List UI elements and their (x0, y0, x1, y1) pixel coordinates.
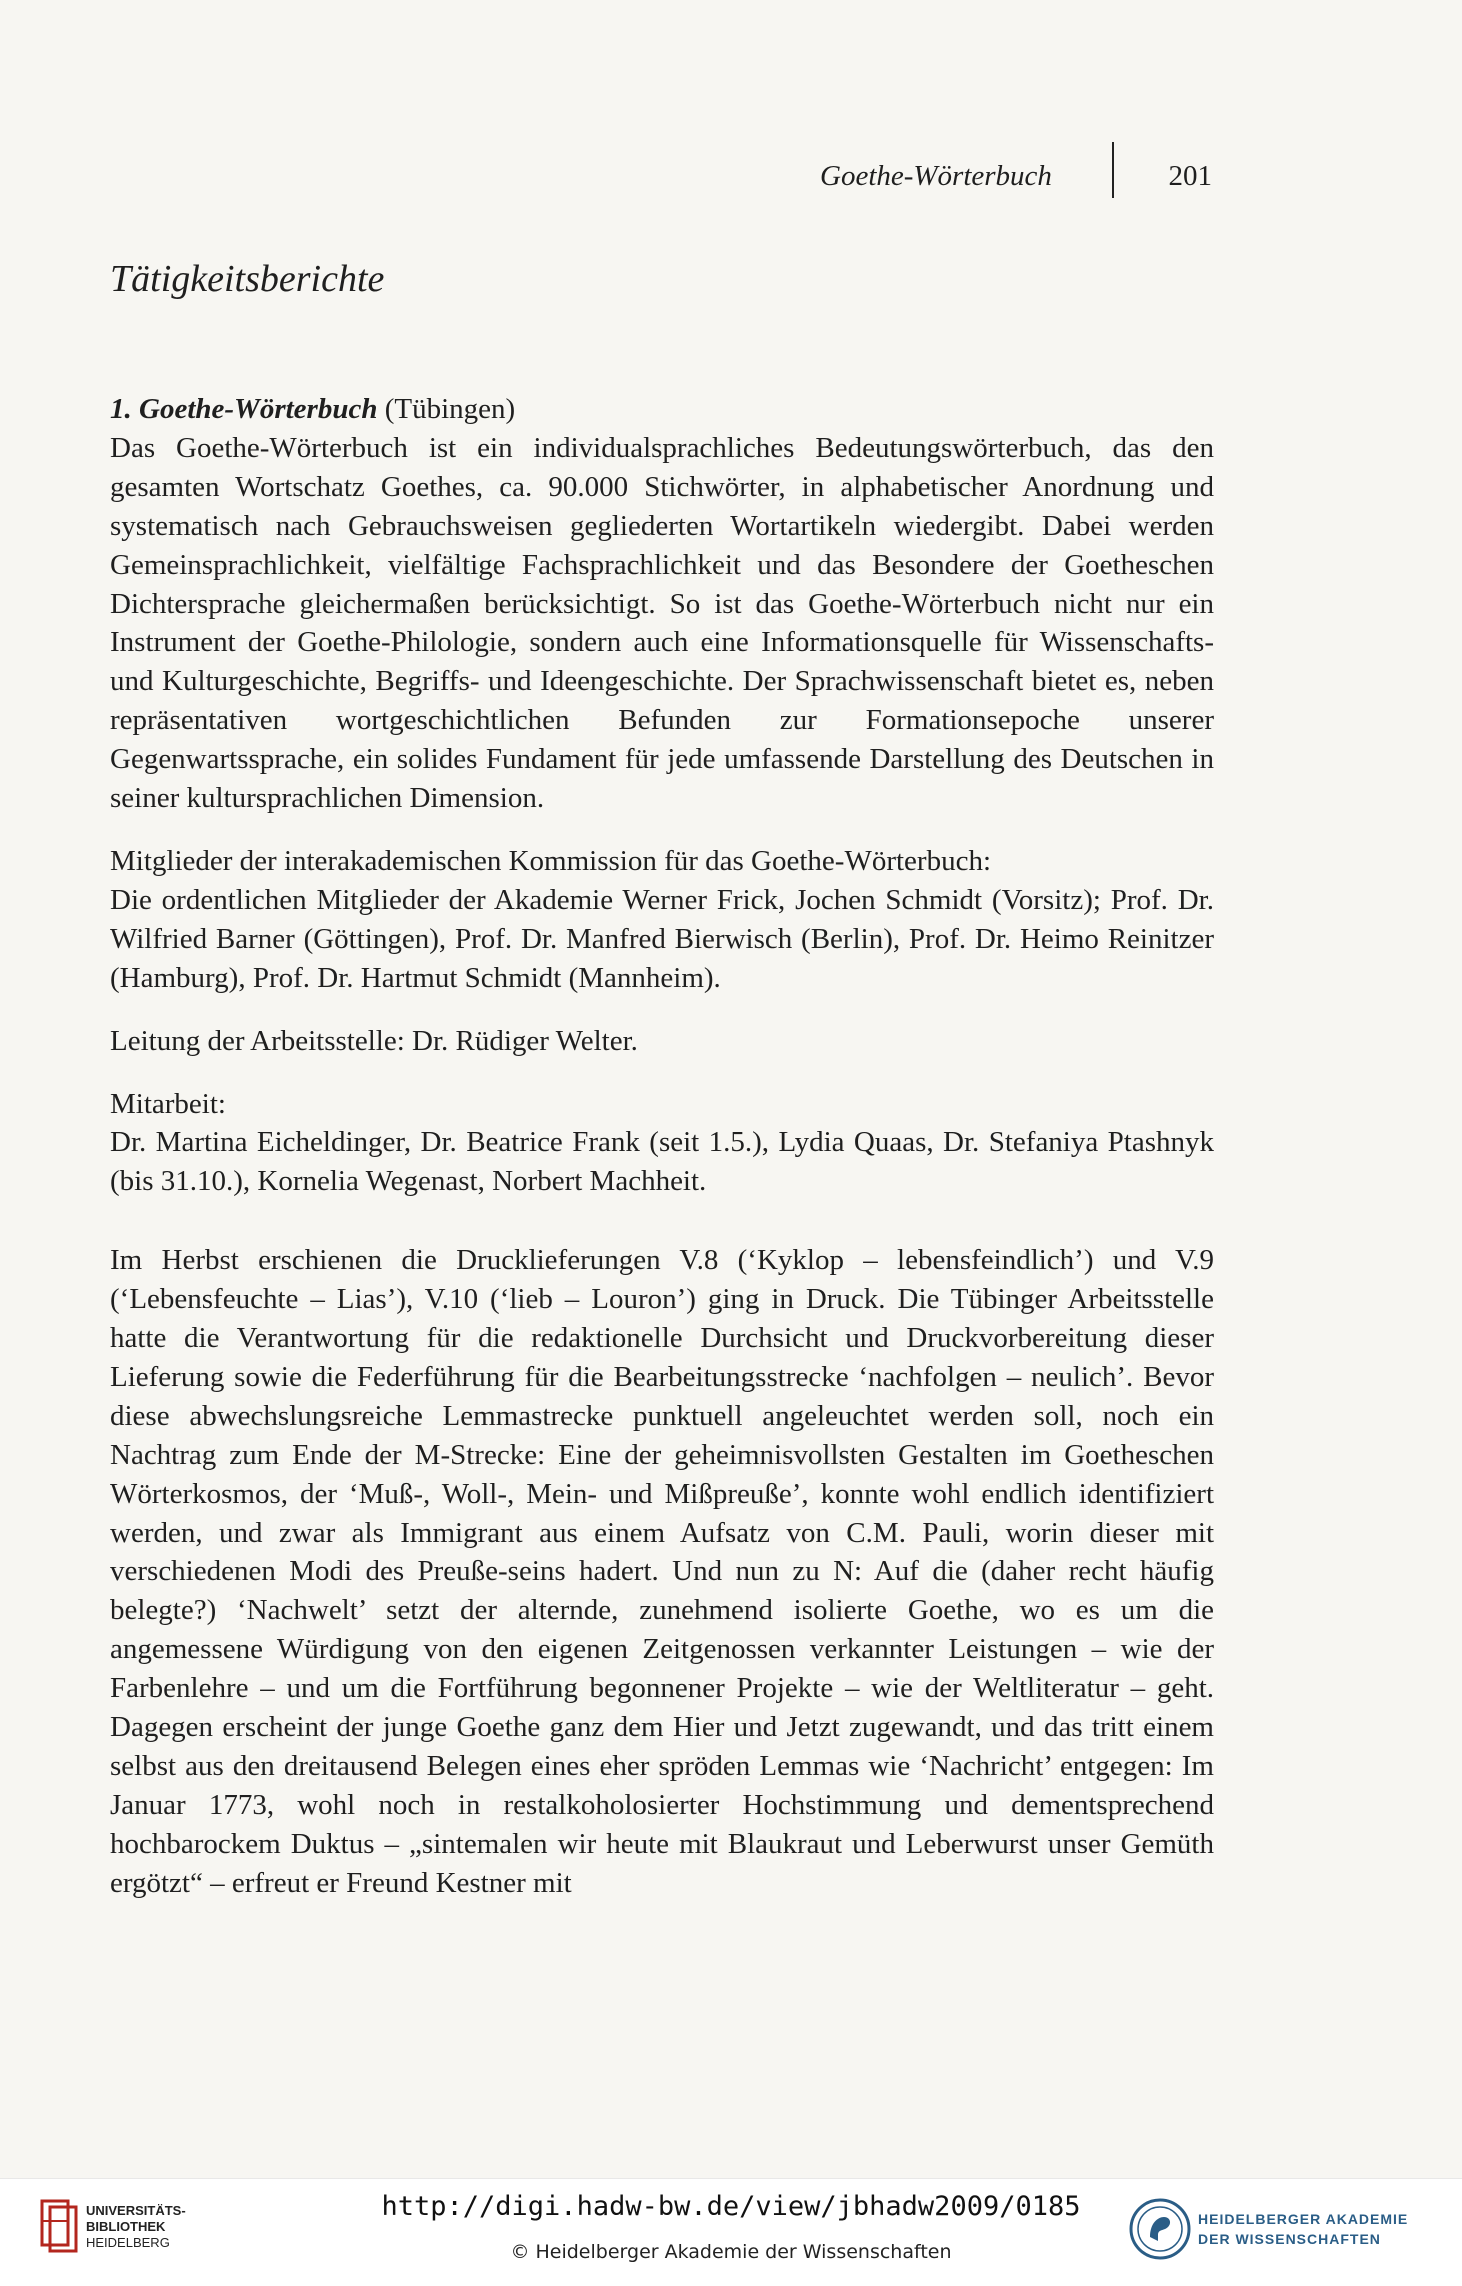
running-head-divider (1112, 142, 1114, 198)
staff-members: Dr. Martina Eicheldinger, Dr. Beatrice Frank (seit 1.5.), Lydia Quaas, Dr. Stefaniya Ptashnyk (bis 31.10.), Kornelia Wegenast, Norbert Machheit. (110, 1126, 1214, 1198)
section-title: Tätigkeitsberichte (110, 258, 385, 300)
copyright-notice: © Heidelberger Akademie der Wissenschaften (510, 2241, 952, 2263)
page-number: 201 (1168, 160, 1212, 192)
library-name-line-2: BIBLIOTHEK (86, 2219, 166, 2234)
library-name-line-3: HEIDELBERG (86, 2235, 170, 2250)
library-name-line-1: UNIVERSITÄTS- (86, 2203, 186, 2218)
running-head (820, 160, 1212, 200)
permalink-url[interactable]: http://digi.hadw-bw.de/view/jbhadw2009/0185 (381, 2191, 1081, 2222)
viewer-footer (0, 2178, 1462, 2286)
report-heading (110, 390, 1214, 429)
report-body (110, 390, 1214, 1903)
running-head-title: Goethe-Wörterbuch (820, 160, 1052, 192)
report-paragraph: Im Herbst erschienen die Drucklieferungen V.8 (‘Kyklop – lebensfeindlich’) und V.9 (‘Lebensfeuchte – Lias’), V.10 (‘lieb – Louron’) ging in Druck. Die Tübinger Arbeitsstelle hatte die Verantwortung für die redaktionelle Durchsicht und Druckvorbereitung dieser Lieferung sowie die Federführung für die Bearbeitungsstrecke ‘nachfolgen – neulich’. Bevor diese abwechslungsreiche Lemmastrecke punktuell angeleuchtet werden soll, noch ein Nachtrag zum Ende der M-Strecke: Eine der geheimnisvollsten Gestalten im Goetheschen Wörterkosmos, der ‘Muß-, Woll-, Mein- und Mißpreuße’, konnte wohl endlich identifiziert werden, und zwar als Immigrant aus einem Aufsatz von C.M. Pauli, worin dieser mit verschiedenen Modi des Preuße-seins hadert. Und nun zu N: Auf die (daher recht häufig belegte?) ‘Nachwelt’ setzt der alternde, zunehmend isolierte Goethe, wo es um die angemessene Würdigung von den eigenen Zeitgenossen verkannter Leistungen – wie der Farbenlehre – und um die Fortführung begonnener Projekte – wie der Weltliteratur – geht. Dagegen erscheint der junge Goethe ganz dem Hier und Jetzt zugewandt, und das tritt einem selbst aus den dreitausend Belegen eines eher spröden Lemmas wie ‘Nachricht’ entgegen: Im Januar 1773, wohl noch in restalkoholosierter Hochstimmung und dementsprechend hochbarockem Duktus – „sintemalen wir heute mit Blaukraut und Leberwurst unser Gemüth ergötzt“ – erfreut er Freund Kestner mit (110, 1244, 1214, 1899)
commission-heading: Mitglieder der interakademischen Kommission für das Goethe-Wörterbuch: (110, 844, 992, 877)
academy-name (1198, 2209, 1408, 2249)
academy-name-line-1: HEIDELBERGER AKADEMIE (1198, 2211, 1409, 2227)
leadership-line: Leitung der Arbeitsstelle: Dr. Rüdiger Welter. (110, 1024, 638, 1057)
intro-paragraph: Das Goethe-Wörterbuch ist ein individualsprachliches Bedeutungswörterbuch, das den gesamten Wortschatz Goethes, ca. 90.000 Stichwörter, in alphabetischer Anordnung und systematisch nach Gebrauchsweisen gegliederten Wortartikeln wiedergibt. Dabei werden Gemeinsprachlichkeit, vielfältige Fachsprachlichkeit und das Besondere der Goetheschen Dichtersprache gleichermaßen berücksichtigt. So ist das Goethe-Wörterbuch nicht nur ein Instrument der Goethe-Philologie, sondern auch eine Informationsquelle für Wissenschafts- und Kulturgeschichte, Begriffs- und Ideengeschichte. Der Sprachwissenschaft bietet es, neben repräsentativen wortgeschichtlichen Befunden zur Formationsepoche unserer Gegenwartssprache, ein solides Fundament für jede umfassende Darstellung des Deutschen in seiner kultursprachlichen Dimension. (110, 431, 1214, 815)
staff-heading: Mitarbeit: (110, 1087, 226, 1120)
academy-logo-icon (1128, 2197, 1192, 2261)
commission-members: Die ordentlichen Mitglieder der Akademie Werner Frick, Jochen Schmidt (Vorsitz); Prof. Dr. Wilfried Barner (Göttingen), Prof. Dr. Manfred Bierwisch (Berlin), Prof. Dr. Heimo Reinitzer (Hamburg), Prof. Dr. Hartmut Schmidt (Mannheim). (110, 883, 1214, 994)
report-heading-location: (Tübingen) (377, 393, 516, 425)
report-heading-title: 1. Goethe-Wörterbuch (110, 393, 378, 425)
academy-name-line-2: DER WISSENSCHAFTEN (1198, 2231, 1381, 2247)
